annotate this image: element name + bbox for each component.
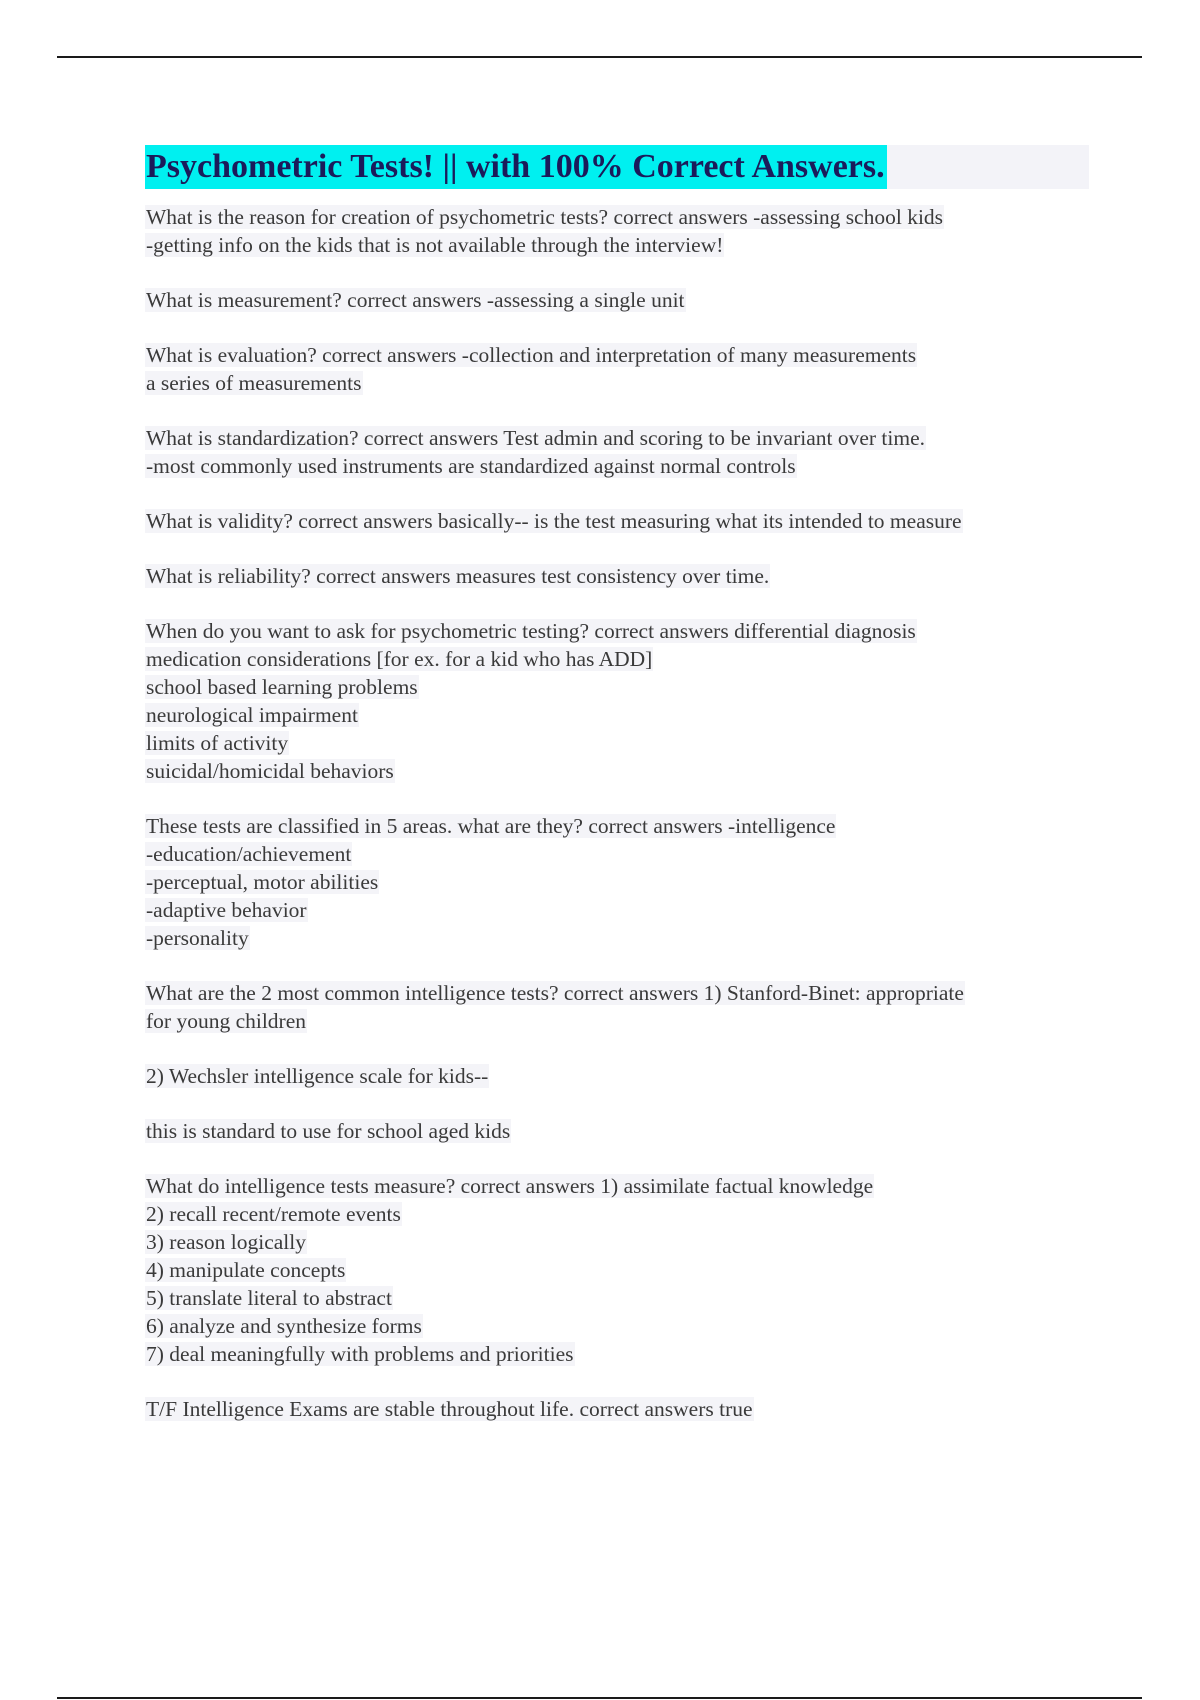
qa-line-text: limits of activity xyxy=(146,731,289,755)
qa-line-text: -perceptual, motor abilities xyxy=(146,870,379,894)
title-block xyxy=(145,145,1089,189)
qa-line-text: a series of measurements xyxy=(146,371,362,395)
qa-line-text: These tests are classified in 5 areas. what are they? correct answers -intelligence xyxy=(146,814,836,838)
top-rule xyxy=(57,56,1142,58)
qa-answer-line xyxy=(145,840,1090,868)
qa-answer-line xyxy=(145,645,1090,673)
qa-entry xyxy=(145,562,1090,590)
qa-line-text: -adaptive behavior xyxy=(146,898,307,922)
qa-entry xyxy=(145,1172,1090,1368)
qa-answer-line xyxy=(145,673,1090,701)
qa-question-line xyxy=(145,341,1090,369)
qa-question-line xyxy=(145,1117,1090,1145)
qa-line-text: What are the 2 most common intelligence tests? correct answers 1) Stanford-Binet: appropriate xyxy=(146,981,964,1005)
qa-entry xyxy=(145,979,1090,1035)
qa-entry xyxy=(145,341,1090,397)
qa-question-line xyxy=(145,203,1090,231)
qa-list xyxy=(145,203,1090,1423)
qa-line-text: 5) translate literal to abstract xyxy=(146,1286,392,1310)
qa-line-text: -getting info on the kids that is not available through the interview! xyxy=(146,233,724,257)
qa-entry xyxy=(145,617,1090,785)
qa-line-text: 2) recall recent/remote events xyxy=(146,1202,401,1226)
qa-question-line xyxy=(145,1395,1090,1423)
qa-answer-line xyxy=(145,1312,1090,1340)
qa-line-text: 2) Wechsler intelligence scale for kids-- xyxy=(146,1064,489,1088)
qa-line-text: What is measurement? correct answers -assessing a single unit xyxy=(146,288,685,312)
qa-answer-line xyxy=(145,729,1090,757)
qa-question-line xyxy=(145,562,1090,590)
qa-question-line xyxy=(145,812,1090,840)
qa-answer-line xyxy=(145,1007,1090,1035)
qa-line-text: What is validity? correct answers basically-- is the test measuring what its intended to measure xyxy=(146,509,962,533)
qa-answer-line xyxy=(145,369,1090,397)
bottom-rule xyxy=(57,1697,1142,1699)
qa-question-line xyxy=(145,286,1090,314)
qa-answer-line xyxy=(145,452,1090,480)
qa-entry xyxy=(145,812,1090,952)
qa-answer-line xyxy=(145,1200,1090,1228)
qa-answer-line xyxy=(145,757,1090,785)
qa-line-text: 7) deal meaningfully with problems and priorities xyxy=(146,1342,574,1366)
qa-line-text: What is the reason for creation of psychometric tests? correct answers -assessing school kids xyxy=(146,205,944,229)
qa-line-text: neurological impairment xyxy=(146,703,358,727)
qa-line-text: 4) manipulate concepts xyxy=(146,1258,346,1282)
qa-line-text: 3) reason logically xyxy=(146,1230,307,1254)
qa-entry xyxy=(145,1062,1090,1090)
qa-line-text: What is reliability? correct answers measures test consistency over time. xyxy=(146,564,770,588)
qa-line-text: -personality xyxy=(146,926,249,950)
qa-question-line xyxy=(145,979,1090,1007)
qa-entry xyxy=(145,424,1090,480)
document-title: Psychometric Tests! || with 100% Correct Answers. xyxy=(145,145,887,189)
qa-answer-line xyxy=(145,924,1090,952)
qa-line-text: school based learning problems xyxy=(146,675,418,699)
qa-line-text: medication considerations [for ex. for a kid who has ADD] xyxy=(146,647,653,671)
qa-answer-line xyxy=(145,1228,1090,1256)
qa-question-line xyxy=(145,507,1090,535)
qa-question-line xyxy=(145,617,1090,645)
qa-line-text: 6) analyze and synthesize forms xyxy=(146,1314,422,1338)
qa-question-line xyxy=(145,1172,1090,1200)
qa-line-text: -education/achievement xyxy=(146,842,352,866)
qa-answer-line xyxy=(145,701,1090,729)
qa-entry xyxy=(145,203,1090,259)
qa-entry xyxy=(145,1395,1090,1423)
qa-line-text: for young children xyxy=(146,1009,307,1033)
qa-line-text: -most commonly used instruments are standardized against normal controls xyxy=(146,454,796,478)
qa-entry xyxy=(145,286,1090,314)
qa-line-text: What is evaluation? correct answers -collection and interpretation of many measurements xyxy=(146,343,917,367)
qa-question-line xyxy=(145,1062,1090,1090)
document-page xyxy=(145,145,1090,1450)
qa-line-text: What do intelligence tests measure? correct answers 1) assimilate factual knowledge xyxy=(146,1174,874,1198)
qa-answer-line xyxy=(145,1284,1090,1312)
qa-line-text: What is standardization? correct answers Test admin and scoring to be invariant over time. xyxy=(146,426,926,450)
qa-line-text: suicidal/homicidal behaviors xyxy=(146,759,394,783)
qa-answer-line xyxy=(145,231,1090,259)
qa-answer-line xyxy=(145,1340,1090,1368)
qa-question-line xyxy=(145,424,1090,452)
qa-answer-line xyxy=(145,1256,1090,1284)
qa-line-text: this is standard to use for school aged kids xyxy=(146,1119,511,1143)
qa-entry xyxy=(145,507,1090,535)
qa-answer-line xyxy=(145,868,1090,896)
qa-answer-line xyxy=(145,896,1090,924)
qa-line-text: T/F Intelligence Exams are stable throughout life. correct answers true xyxy=(146,1397,753,1421)
qa-entry xyxy=(145,1117,1090,1145)
qa-line-text: When do you want to ask for psychometric testing? correct answers differential diagnosis xyxy=(146,619,916,643)
